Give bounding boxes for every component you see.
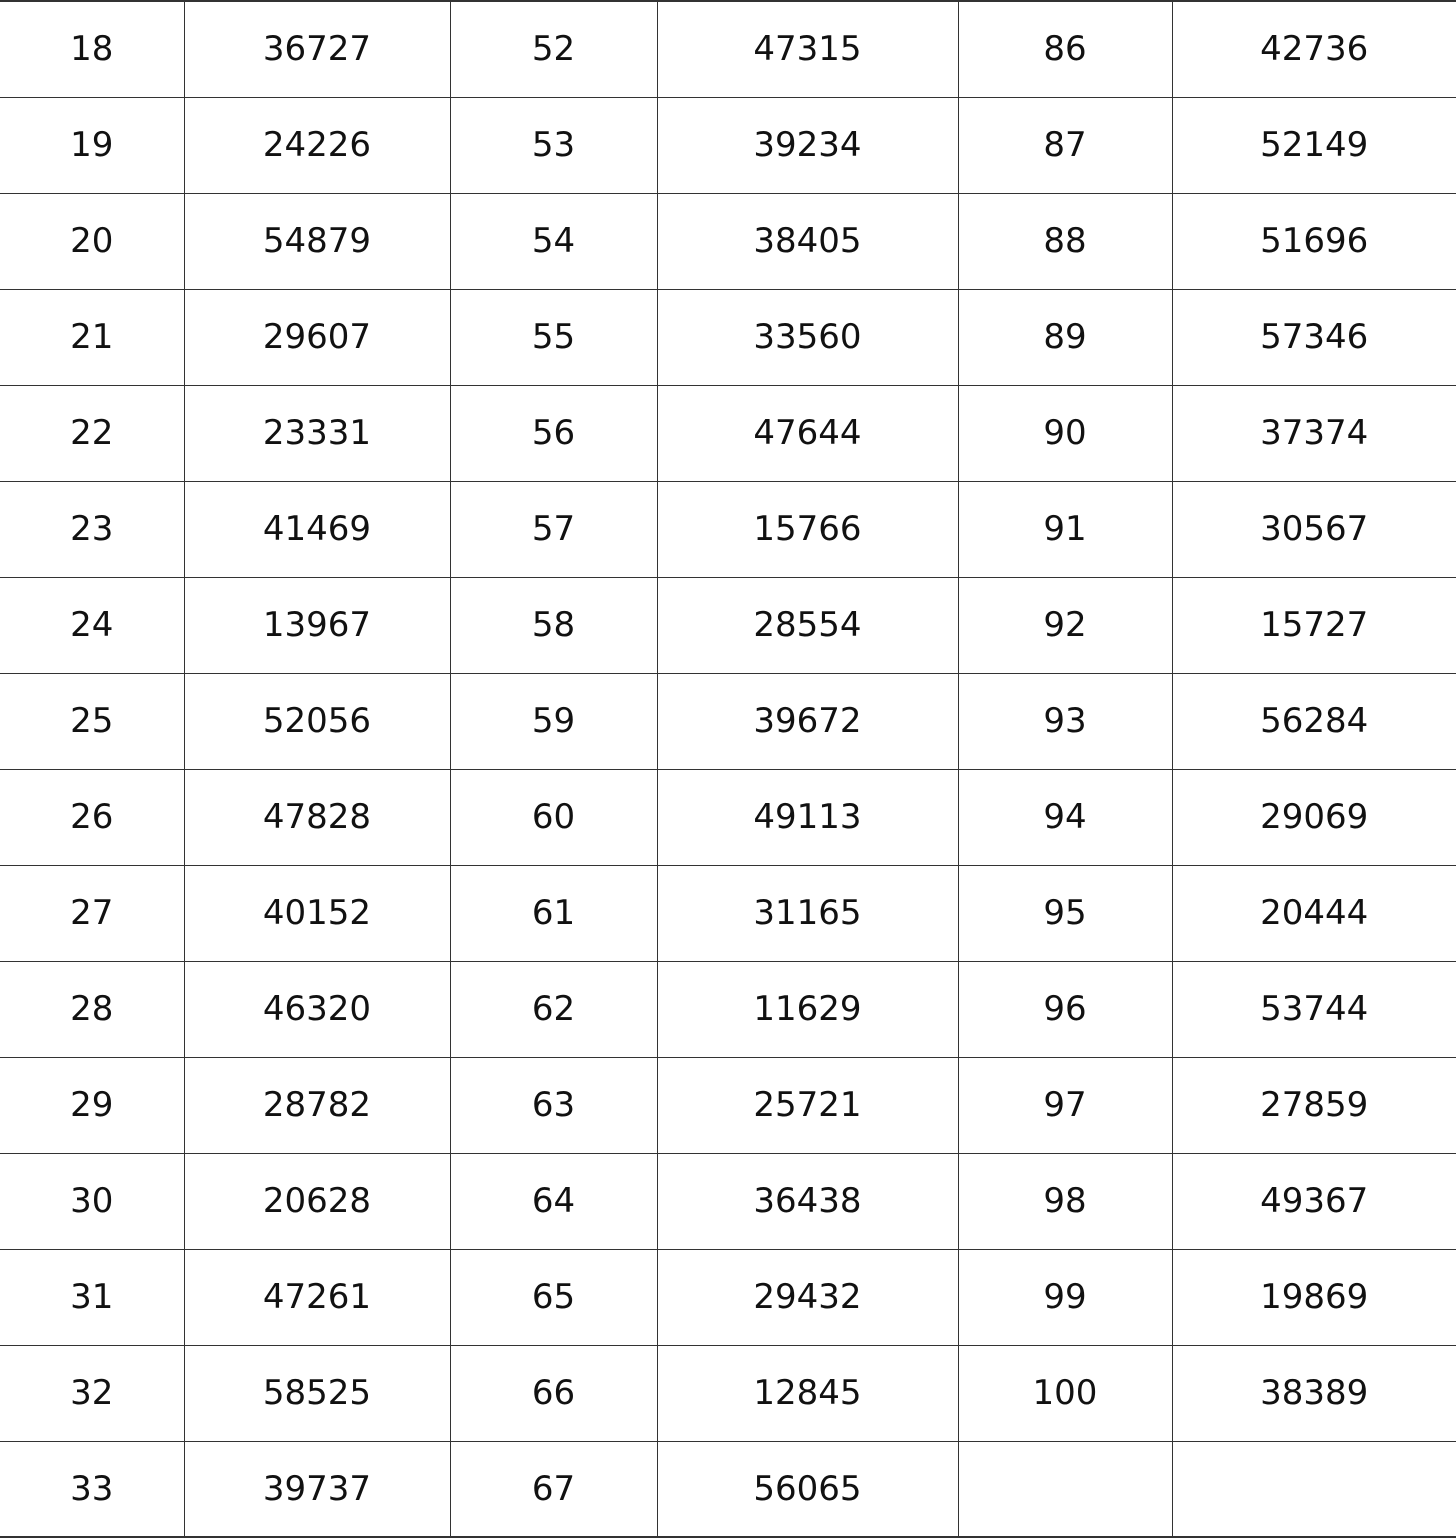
index-cell: 97 [958,1057,1172,1153]
index-cell: 62 [450,961,657,1057]
value-cell: 58525 [184,1345,450,1441]
value-cell: 25721 [657,1057,958,1153]
value-cell: 19869 [1172,1249,1456,1345]
value-cell: 31165 [657,865,958,961]
value-cell: 20628 [184,1153,450,1249]
value-cell: 20444 [1172,865,1456,961]
value-cell: 56284 [1172,673,1456,769]
table-row [0,193,1456,289]
index-cell: 98 [958,1153,1172,1249]
value-cell: 15727 [1172,577,1456,673]
index-cell: 64 [450,1153,657,1249]
value-cell: 28554 [657,577,958,673]
value-cell: 36727 [184,1,450,97]
index-cell: 52 [450,1,657,97]
value-cell: 57346 [1172,289,1456,385]
table-row [0,1,1456,97]
value-cell: 52056 [184,673,450,769]
value-cell: 47644 [657,385,958,481]
index-cell: 63 [450,1057,657,1153]
index-cell: 65 [450,1249,657,1345]
index-cell: 86 [958,1,1172,97]
index-cell: 28 [0,961,184,1057]
index-cell: 99 [958,1249,1172,1345]
value-cell: 38389 [1172,1345,1456,1441]
value-cell: 36438 [657,1153,958,1249]
index-cell: 91 [958,481,1172,577]
value-cell: 42736 [1172,1,1456,97]
index-cell: 23 [0,481,184,577]
value-cell: 51696 [1172,193,1456,289]
index-cell: 20 [0,193,184,289]
index-cell: 90 [958,385,1172,481]
index-cell: 96 [958,961,1172,1057]
table-row [0,481,1456,577]
table-row [0,385,1456,481]
table-row [0,673,1456,769]
table-row [0,577,1456,673]
index-cell: 29 [0,1057,184,1153]
value-cell: 28782 [184,1057,450,1153]
index-cell: 26 [0,769,184,865]
table-row [0,1057,1456,1153]
value-cell: 47261 [184,1249,450,1345]
index-cell: 59 [450,673,657,769]
index-cell: 22 [0,385,184,481]
value-cell: 52149 [1172,97,1456,193]
index-cell: 18 [0,1,184,97]
value-cell: 41469 [184,481,450,577]
value-cell: 13967 [184,577,450,673]
value-cell: 39234 [657,97,958,193]
index-cell: 67 [450,1441,657,1537]
index-cell: 54 [450,193,657,289]
table-row [0,865,1456,961]
table-row [0,1249,1456,1345]
value-cell: 11629 [657,961,958,1057]
index-cell: 89 [958,289,1172,385]
value-cell: 15766 [657,481,958,577]
index-cell: 87 [958,97,1172,193]
value-cell: 49367 [1172,1153,1456,1249]
table-row [0,1153,1456,1249]
value-cell: 53744 [1172,961,1456,1057]
index-cell: 92 [958,577,1172,673]
value-cell: 38405 [657,193,958,289]
value-cell: 49113 [657,769,958,865]
value-cell: 30567 [1172,481,1456,577]
table-row [0,97,1456,193]
value-cell: 54879 [184,193,450,289]
index-cell: 66 [450,1345,657,1441]
index-cell: 61 [450,865,657,961]
index-cell: 30 [0,1153,184,1249]
index-cell: 60 [450,769,657,865]
value-cell: 12845 [657,1345,958,1441]
index-cell: 25 [0,673,184,769]
value-cell: 56065 [657,1441,958,1537]
index-cell: 33 [0,1441,184,1537]
index-cell: 53 [450,97,657,193]
index-cell: 100 [958,1345,1172,1441]
value-cell: 29069 [1172,769,1456,865]
index-cell: 21 [0,289,184,385]
table-row [0,289,1456,385]
index-cell: 27 [0,865,184,961]
index-cell: 24 [0,577,184,673]
index-cell: 57 [450,481,657,577]
index-cell: 95 [958,865,1172,961]
value-cell: 39672 [657,673,958,769]
value-cell [1172,1441,1456,1537]
value-cell: 47315 [657,1,958,97]
value-cell: 33560 [657,289,958,385]
value-cell: 24226 [184,97,450,193]
value-cell: 46320 [184,961,450,1057]
value-cell: 29607 [184,289,450,385]
value-cell: 40152 [184,865,450,961]
value-cell: 37374 [1172,385,1456,481]
value-cell: 23331 [184,385,450,481]
value-cell: 47828 [184,769,450,865]
index-cell: 94 [958,769,1172,865]
table-row [0,961,1456,1057]
index-cell: 56 [450,385,657,481]
index-cell: 31 [0,1249,184,1345]
index-cell: 93 [958,673,1172,769]
value-cell: 29432 [657,1249,958,1345]
value-cell: 27859 [1172,1057,1456,1153]
table-row [0,1441,1456,1537]
index-cell: 88 [958,193,1172,289]
index-cell: 58 [450,577,657,673]
table-row [0,769,1456,865]
index-cell [958,1441,1172,1537]
value-cell: 39737 [184,1441,450,1537]
table-row [0,1345,1456,1441]
index-cell: 32 [0,1345,184,1441]
table-body [0,1,1456,1537]
index-cell: 19 [0,97,184,193]
index-cell: 55 [450,289,657,385]
